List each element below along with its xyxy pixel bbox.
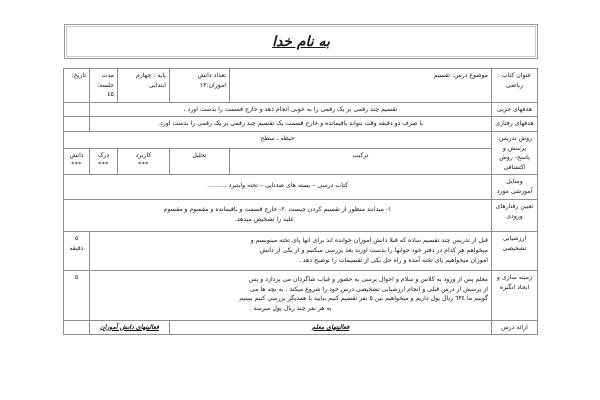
entry-behaviors-line-1: ١- میدانند منظور از تقسیم کردن چیست .٢- خارج قسمت و باقیمانده و مقسوم و مقسوم — [163, 206, 392, 214]
lesson-plan-table — [63, 68, 538, 335]
motivation-label: زمینه سازی و ایجاد انگیزه — [492, 271, 538, 320]
lesson-presentation-label: ارائه درس — [492, 320, 538, 335]
motivation-line-3: گوییم ما ٦٣٤ ریال پول داریم و میخواهیم بین ٥ نفر تقسیم کنیم بیایید با همدیگر بررسی کنیم ببینیم — [239, 295, 488, 303]
teaching-aids-label: وسایل آموزشی مورد — [492, 175, 538, 200]
blessing-text: به نام خدا — [272, 34, 330, 50]
student-count-cell: تعداد دانش اموزان:۱۲ — [170, 69, 230, 103]
domain-title: حیطه ـ سطح — [64, 132, 492, 148]
domain-level-dark: درک *** — [90, 148, 118, 175]
entry-behaviors-text — [64, 200, 492, 232]
partial-goals-text: تقسیم چند رقمی بر یک رقمی را به خوبی انجام دهد و خارج قسمت را بدست اورد . — [90, 102, 492, 117]
domain-level-danesh: دانش *** — [64, 148, 90, 175]
motivation-line-1: معلم پس از ورود به کلاس و سلام و احوال پرسی به حضور و غیاب شاگردان می پردازد و پس — [248, 276, 488, 284]
date-cell: تاریخ: — [64, 69, 90, 103]
behavioral-goals-label: هدفهای رفتاری — [492, 117, 538, 132]
teaching-method-label: روش تدریس: پرسش و پاسخ- روش اکتشافی — [492, 132, 538, 175]
diagnostic-line-3: اموزان میخواهیم پای تخته آمده و راه حل یکی از تقسیمات را توضیح دهد . — [298, 256, 488, 264]
teaching-aids-text: کتاب درسی – بسته های صدتایی – تخته وایتبرد .......... — [64, 175, 492, 200]
diagnostic-evaluation-label: ارزشیابی تشخیصی — [492, 232, 538, 271]
table-row-partial-goals — [64, 102, 538, 117]
table-row-entry-behaviors — [64, 200, 538, 232]
entry-behaviors-line-2: علیه را تشخیص میدهد. — [234, 215, 295, 223]
motivation-time: ٥ — [64, 271, 90, 320]
table-row-diagnostic-evaluation — [64, 232, 538, 271]
table-row-domain-title — [64, 132, 538, 148]
blessing-header-box — [64, 24, 538, 59]
table-row-teaching-aids — [64, 175, 538, 200]
grade-cell: پایه : چهارم ابتدایی — [118, 69, 170, 103]
behavioral-goals-text: با صرف دو دقیقه وقت بتواند باقیمانده و خارج قسمت یک تقسیم چند رقمی بر یک رقمی را بدست اورد. — [90, 117, 492, 132]
behavioral-goals-blank — [64, 117, 90, 132]
table-row-domain-levels — [64, 148, 538, 175]
motivation-line-2: از پرسش از درس قبلی و انجام ارزشیابی تشخیصی درس خود را شروع میکند . به بچه ها می — [249, 285, 488, 293]
session-duration-cell: مدت جلسه: ٤٥ — [90, 69, 118, 103]
motivation-text — [90, 271, 492, 320]
partial-goals-blank — [64, 102, 90, 117]
domain-level-tarkib: ترکیب — [230, 148, 492, 175]
book-title-cell: عنوان کتاب : ریاضی — [492, 69, 538, 103]
table-row-behavioral-goals — [64, 117, 538, 132]
student-activities-header: فعالیتهای دانش آموزان — [90, 320, 170, 335]
diagnostic-line-2: میخواهم هر کدام در دفتر خود جوابها را بدست اورند بعد بررسی میکنیم و از یکی از دانش — [259, 246, 488, 254]
table-row-motivation — [64, 271, 538, 320]
partial-goals-label: هدفهای جزیی — [492, 102, 538, 117]
domain-level-tahlil: تحلیل — [170, 148, 230, 175]
lesson-presentation-time-blank — [64, 320, 90, 335]
diagnostic-line-1: قبل از تدریس چند تقسیم ساده که قبلا دانش اموزان خوانده اند برای انها پای تخته مینویسم و — [250, 237, 488, 245]
motivation-line-4: به هر نفر چند ریال پول میرسد . — [249, 304, 332, 312]
entry-behaviors-label: تعیین رفتارهای ورودی — [492, 200, 538, 232]
teacher-activities-header: فعالیتهای معلم — [170, 320, 492, 335]
diagnostic-evaluation-text — [90, 232, 492, 271]
domain-level-karbord: کاربرد *** — [118, 148, 170, 175]
blessing-header-inner — [66, 26, 536, 57]
table-row-info — [64, 69, 538, 103]
lesson-subject-cell: موضوع درس: تقسیم — [230, 69, 492, 103]
diagnostic-evaluation-time: ٥ دقیقه — [64, 232, 90, 271]
table-row-lesson-presentation — [64, 320, 538, 335]
